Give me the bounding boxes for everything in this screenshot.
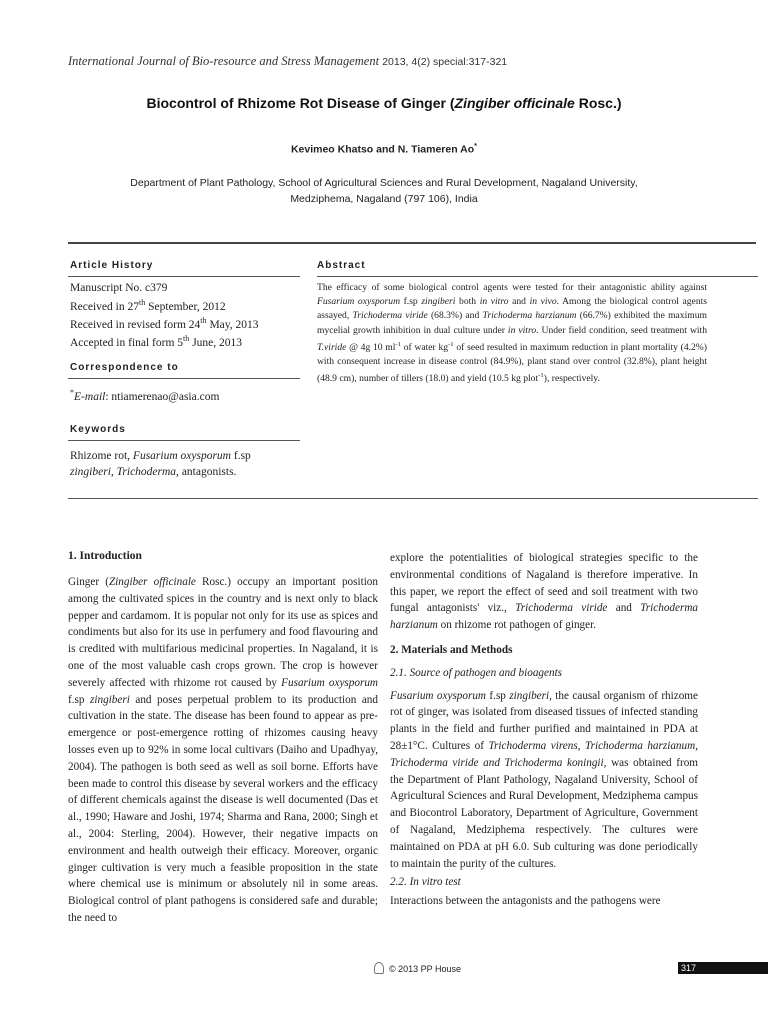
accepted-date: Accepted in final form 5th June, 2013 <box>70 334 243 349</box>
methods-heading: 2. Materials and Methods <box>390 643 513 656</box>
copyright: © 2013 PP House <box>389 964 462 974</box>
page-number: 317 <box>678 962 768 974</box>
methods-paragraph: Fusarium oxysporum f.sp zingiberi, the causal organism of rhizome rot of ginger, was isolated from diseased tissues of infected standing plants in the field and further purified and maintained in PDA at 28±1°C. Cultures of Trichoderma virens, Trichoderma harzianum, Trichoderma viride and Trichoderma koningii, was obtained from the Department of Plant Pathology, Nagaland University, School of Agricultural Sciences and Rural Development, Medziphema campus and Biocontrol Laboratory, Department of Agriculture, Government of Nagaland, Medziphema respectively. The cultures were maintained on PDA at pH 6.0. Sub culturing was done periodically to maintain the purity of the cultures. <box>390 689 699 870</box>
corresponding-mark: * <box>474 141 478 150</box>
affiliation <box>100 175 668 207</box>
publisher-logo-icon <box>374 962 384 974</box>
article-history-heading: Article History <box>70 260 154 271</box>
title-end: Rosc.) <box>574 95 622 111</box>
correspondence-email: *E-mail: ntiamerenao@asia.com <box>70 388 220 403</box>
right-column <box>390 550 698 910</box>
subsection-2-1: 2.1. Source of pathogen and bioagents <box>390 666 563 679</box>
header-divider <box>68 242 756 244</box>
affiliation-line-1: Department of Plant Pathology, School of Agricultural Sciences and Rural Development, Nagaland University, <box>130 177 638 189</box>
subsection-2-2: 2.2. In vitro test <box>390 876 461 889</box>
title-species: Zingiber officinale <box>454 95 575 111</box>
authors <box>0 141 768 156</box>
in-vitro-paragraph: Interactions between the antagonists and the pathogens were <box>390 895 661 908</box>
intro-heading: 1. Introduction <box>68 550 142 562</box>
affiliation-line-2: Medziphema, Nagaland (797 106), India <box>290 193 478 205</box>
journal-name: International Journal of Bio-resource and Stress Management <box>68 54 380 68</box>
intro-paragraph: Ginger (Zingiber officinale Rosc.) occupy an important position among the cultivated spices in the country and is next only to black pepper and cardamom. It is popular not only for its use as spices and condiments but also for its use in perfumery and food flavouring and is credited with multifarious medicinal properties. In Nagaland, it is one of the most valuable cash crops grown. The crop is however severely affected with rhizome rot caused by Fusarium oxysporum f.sp zingiberi and poses perpetual problem to its production and cultivation in the state. The disease has been found to appear as pre-emergence or post-emergence rotting of rhizomes causing heavy losses even up to 92% in some local cultivars (Daiho and Upadhyay, 2004). The pathogen is both seed as well as soil borne. Efforts have been made to control this disease by several workers and the efficacy of different chemicals against the disease is well documented (Das et al., 1990; Haware and Joshi, 1974; Sharma and Rana, 2000; Singh et al., 2004: Sterling, 2004). However, their negative impacts on environment and health outweigh their efficacy. Moreover, organic ginger cultivation is very much a feasible proposition in the state where chemical use is minimum or absolutely nil in some areas. Biological control of plant pathogens is considered safe and durable; the need to <box>68 576 378 924</box>
keywords-heading: Keywords <box>70 424 126 435</box>
correspondence-rule <box>68 378 300 379</box>
paper-title <box>0 95 768 111</box>
abstract-text: The efficacy of some biological control agents were tested for their antagonistic ability against Fusarium oxysporum f.sp zingiberi both in vitro and in vivo. Among the biological control agents assayed, Trichoderma viride (68.3%) and Trichoderma harzianum (66.7%) exhibited the maximum mycelial growth inhibition in dual culture under in vitro. Under field condition, seed treatment with T.viride @ 4g 10 $ml^{-1}$ of water $kg^{-1}$ of seed resulted in maximum reduction in plant mortality (4.2%) with consequent increase in disease control (84.9%), plant stand over control (32.8%), plant height (48.9 cm), number of tillers (18.0) and yield (10.5 kg plot$^{-1}$), respectively. <box>317 282 708 385</box>
email-label: E-mail <box>74 390 106 403</box>
keywords-list: Rhizome rot, Fusarium oxysporum f.sp zingiberi, Trichoderma, antagonists. <box>70 450 251 478</box>
journal-header <box>68 54 507 69</box>
received-date: Received in 27th September, 2012 <box>70 297 226 313</box>
author-names: Kevimeo Khatso and N. Tiameren Ao <box>290 143 475 156</box>
journal-volume: 2013, 4(2) special:317-321 <box>382 56 508 68</box>
manuscript-number: Manuscript No. c379 <box>70 282 168 294</box>
intro-continued: explore the potentialities of biological strategies specific to the environmental conditions of Nagaland is therefore imperative. In this paper, we report the effect of seed and soil treatment with two fungal antagonists' viz., Trichoderma viride and Trichoderma harzianum on rhizome rot pathogen of ginger. <box>390 552 699 632</box>
article-history-rule <box>68 276 300 277</box>
revised-date: Received in revised form 24th May, 2013 <box>70 315 259 331</box>
front-matter-divider <box>68 498 758 499</box>
article-history <box>70 281 259 350</box>
keywords-rule <box>68 440 300 441</box>
correspondence-heading: Correspondence to <box>70 362 179 373</box>
title-text: Biocontrol of Rhizome Rot Disease of Ginger ( <box>146 95 455 111</box>
abstract-heading: Abstract <box>317 260 366 271</box>
abstract-rule <box>317 276 758 277</box>
email-address: : ntiamerenao@asia.com <box>105 390 220 403</box>
footer <box>374 962 461 974</box>
